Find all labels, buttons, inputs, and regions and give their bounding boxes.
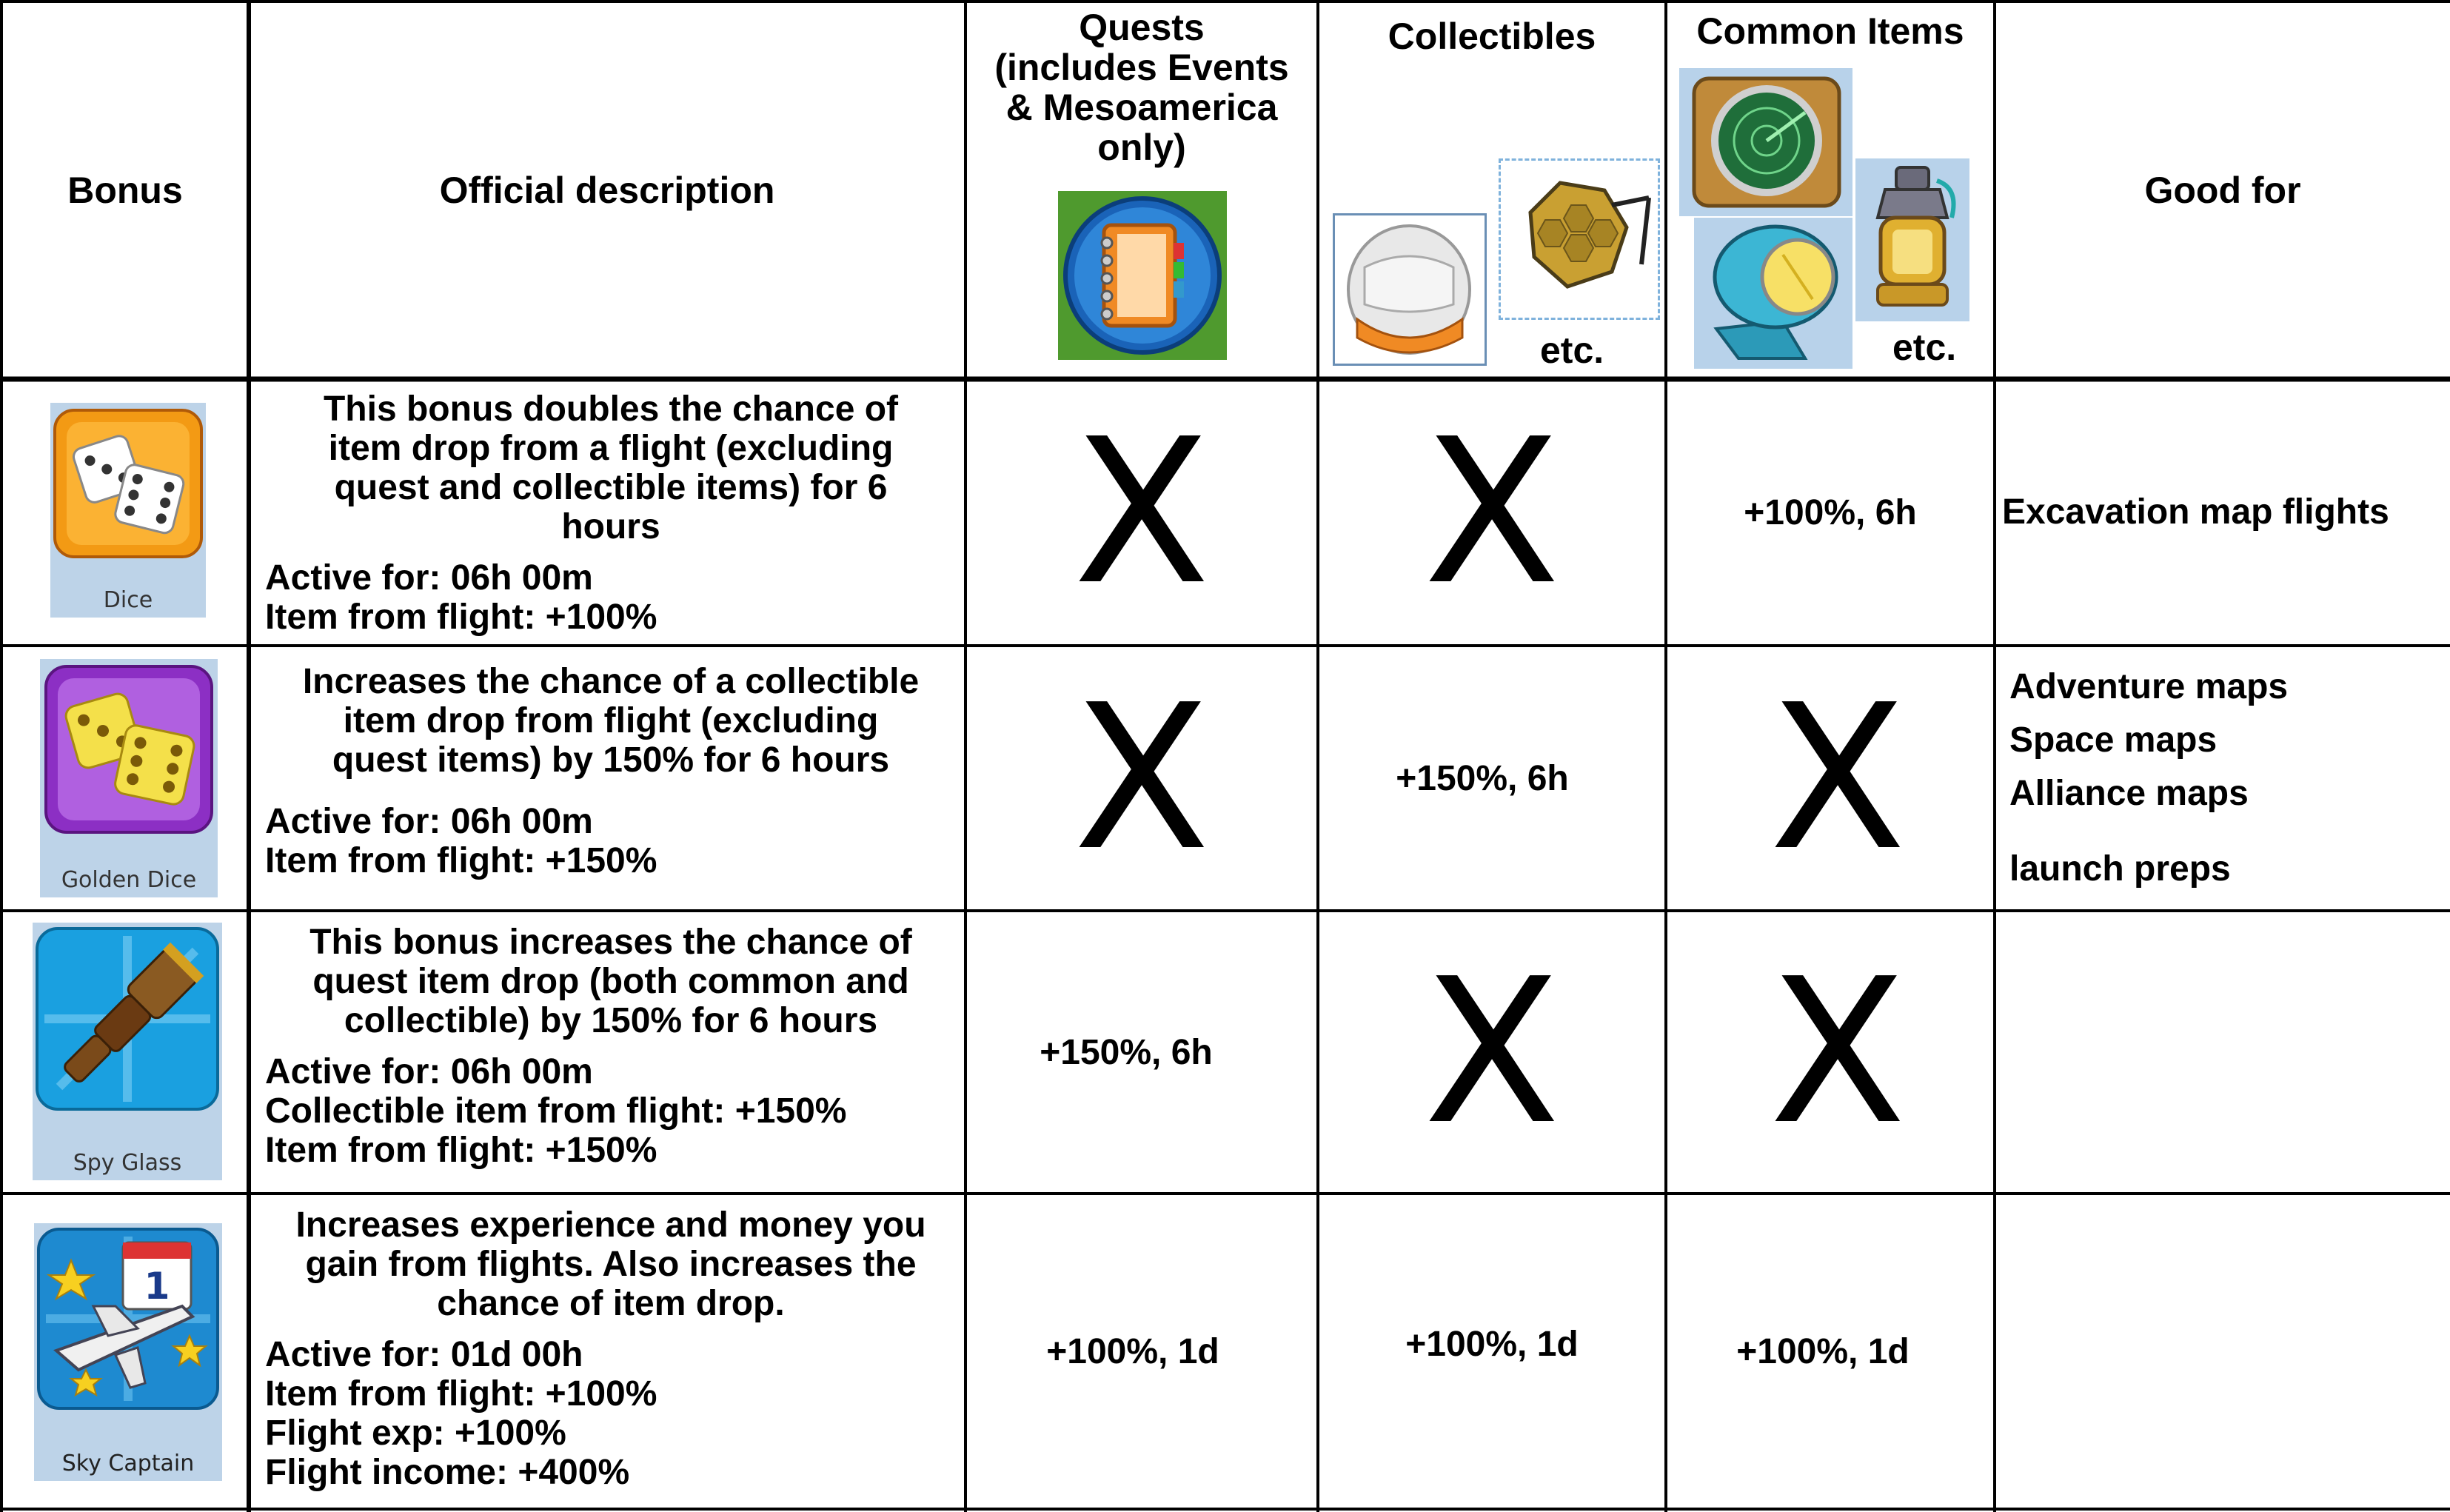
description-line: hours — [561, 507, 660, 546]
common-items-cell: +100%, 6h — [1744, 492, 1917, 532]
stat-line: Flight exp: +100% — [265, 1414, 566, 1453]
bonus-sky-captain — [34, 1223, 222, 1481]
bonus-dice — [50, 403, 206, 618]
radar-icon — [1679, 68, 1852, 216]
good-for-item: launch preps — [2009, 849, 2231, 889]
description-line: quest item drop (both common and — [312, 962, 909, 1001]
good-for-item: Space maps — [2009, 720, 2218, 760]
dice-icon — [50, 406, 206, 569]
good-for-cell — [1996, 1195, 2449, 1508]
bonus-spy-glass — [33, 923, 222, 1180]
good-for-cell — [1996, 381, 2449, 644]
common-items-etc: etc. — [1892, 327, 1957, 368]
description-cell — [252, 647, 964, 909]
quests-cell: X — [1073, 661, 1211, 894]
stat-line: Collectible item from flight: +150% — [265, 1091, 847, 1131]
common-items-cell: +100%, 1d — [1736, 1331, 1910, 1371]
common-items-cell: X — [1769, 935, 1907, 1168]
header-description-label: Official description — [439, 170, 775, 211]
common-items-cell: X — [1769, 661, 1907, 894]
stat-line: Item from flight: +100% — [265, 598, 657, 637]
header-quests-line: (includes Events — [994, 47, 1289, 88]
sky-captain-icon — [34, 1225, 222, 1413]
stat-line: Flight income: +400% — [265, 1453, 630, 1492]
helmet-icon — [1333, 213, 1487, 366]
svg-text:1: 1 — [144, 1265, 170, 1308]
description-line: collectible) by 150% for 6 hours — [344, 1001, 878, 1040]
header-good-for-label: Good for — [2144, 170, 2301, 211]
good-for-item: Excavation map flights — [2002, 492, 2389, 532]
header-quests-line: only) — [1097, 127, 1186, 168]
good-for-cell — [1996, 912, 2449, 1192]
description-line: Increases experience and money you — [295, 1205, 926, 1245]
description-line: item drop from a flight (excluding — [328, 429, 894, 468]
description-line: chance of item drop. — [437, 1284, 785, 1323]
description-line: quest items) by 150% for 6 hours — [332, 740, 890, 780]
collectibles-cell: +150%, 6h — [1396, 758, 1569, 798]
notebook-icon — [1058, 191, 1227, 360]
collectibles-cell: X — [1423, 395, 1561, 629]
description-cell — [252, 912, 964, 1192]
header-bonus — [3, 3, 247, 378]
stat-line: Item from flight: +100% — [265, 1374, 657, 1414]
collectibles-cell: +100%, 1d — [1405, 1324, 1579, 1364]
header-bonus-label: Bonus — [67, 170, 183, 211]
collectibles-cell: X — [1423, 935, 1561, 1168]
header-description — [250, 3, 964, 378]
lantern-icon — [1855, 158, 1969, 321]
stat-line: Item from flight: +150% — [265, 841, 657, 880]
stat-line: Active for: 01d 00h — [265, 1335, 583, 1374]
bonus-label: Sky Captain — [61, 1451, 195, 1476]
header-collectibles — [1319, 10, 1664, 62]
telescope-mirror-icon — [1499, 158, 1660, 320]
description-line: Increases the chance of a collectible — [302, 662, 920, 701]
spyglass-icon — [33, 924, 222, 1114]
description-line: quest and collectible items) for 6 — [334, 468, 888, 507]
description-cell — [252, 1195, 964, 1508]
description-line: item drop from flight (excluding — [343, 701, 879, 740]
good-for-item: Adventure maps — [2009, 667, 2289, 706]
header-common-items-label: Common Items — [1696, 10, 1964, 52]
header-common-items — [1667, 7, 1993, 55]
quests-cell: +150%, 6h — [1040, 1032, 1213, 1072]
stat-line: Active for: 06h 00m — [265, 1052, 593, 1091]
good-for-item: Alliance maps — [2009, 774, 2249, 813]
bonus-label: Dice — [103, 587, 153, 613]
quests-cell: +100%, 1d — [1046, 1331, 1219, 1371]
header-quests-line: & Mesoamerica — [1005, 87, 1278, 128]
stat-line: Active for: 06h 00m — [265, 802, 593, 841]
golden-dice-icon — [40, 660, 218, 838]
description-line: gain from flights. Also increases the — [305, 1245, 917, 1284]
stat-line: Active for: 06h 00m — [265, 558, 593, 598]
quests-cell: X — [1073, 395, 1211, 629]
bonus-golden-dice — [40, 659, 218, 897]
header-quests-line: Quests — [1079, 7, 1205, 48]
header-good-for — [1996, 3, 2449, 378]
description-line: This bonus doubles the chance of — [323, 389, 899, 429]
good-for-cell — [2001, 647, 2449, 909]
header-collectibles-label: Collectibles — [1388, 16, 1596, 57]
header-quests — [967, 7, 1316, 170]
bonus-label: Spy Glass — [73, 1150, 182, 1176]
stat-line: Item from flight: +150% — [265, 1131, 657, 1170]
collectibles-etc: etc. — [1540, 330, 1604, 371]
description-cell — [252, 382, 964, 644]
bonus-label: Golden Dice — [61, 867, 197, 893]
spotlight-icon — [1694, 218, 1852, 369]
description-line: This bonus increases the chance of — [309, 923, 912, 962]
